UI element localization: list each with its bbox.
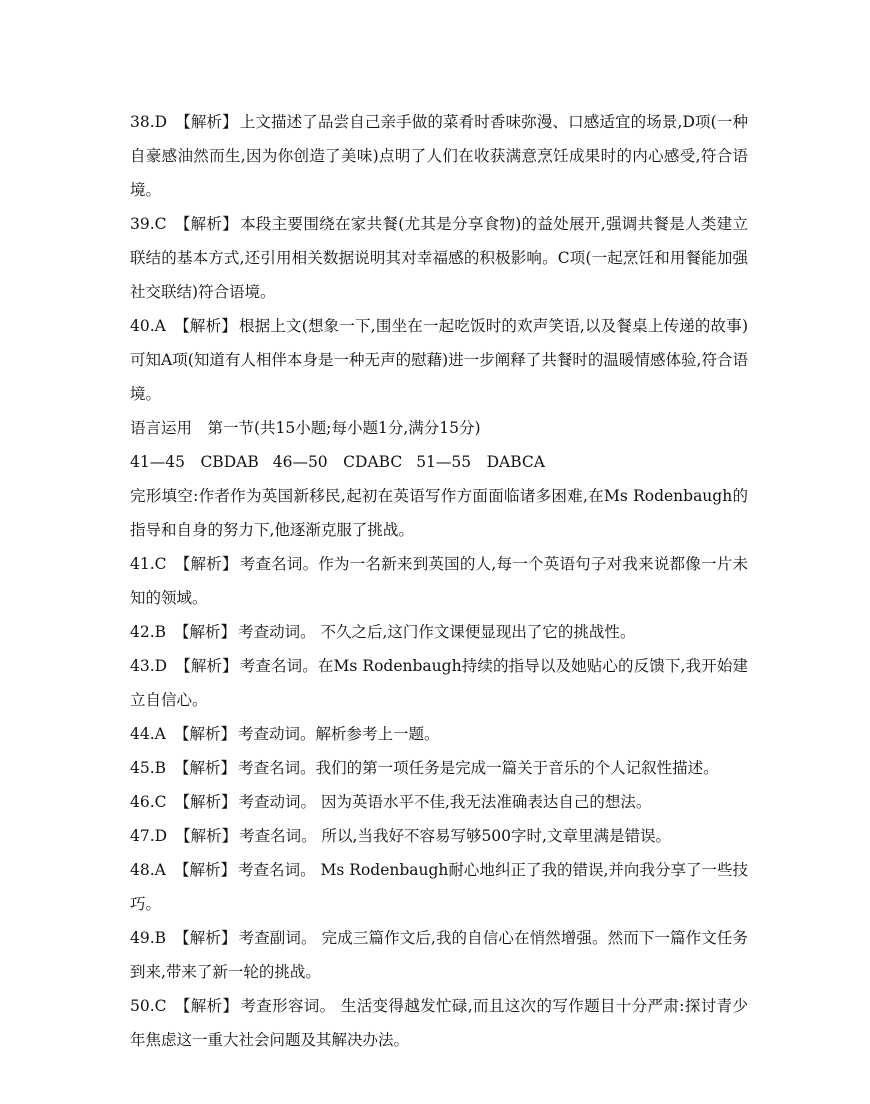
item-number: 50.C [130,997,167,1015]
item-number: 43.D [130,657,168,675]
item-text: 考查名词。 Ms Rodenbaugh耐心地纠正了我的错误,并向我分享了一些技巧。 [130,861,748,913]
analysis-tag: 【解析】 [175,657,238,675]
item-text: 考查动词。 不久之后,这门作文课便显现出了它的挑战性。 [238,623,636,641]
explanation-list-bottom [130,547,748,1057]
item-number: 38.D [130,113,168,131]
explanation-item-43 [130,649,748,717]
answer-group: 51—55 DABCA [416,453,545,471]
section-heading: 语言运用 第一节(共15小题;每小题1分,满分15分) [130,419,481,437]
item-text: 考查动词。 因为英语水平不佳,我无法准确表达自己的想法。 [238,793,652,811]
analysis-tag: 【解析】 [174,997,239,1015]
analysis-tag: 【解析】 [175,827,238,845]
item-text: 根据上文(想象一下,围坐在一起吃饭时的欢声笑语,以及餐桌上传递的故事)可知A项(知道有人相伴本身是一种无声的慰藉)进一步阐释了共餐时的温暖情感体验,符合语境。 [130,317,748,403]
explanation-item-39 [130,207,748,309]
analysis-tag: 【解析】 [174,793,237,811]
answer-group: 41—45 CBDAB [130,453,259,471]
explanation-item-47 [130,819,748,853]
answer-group: 46—50 CDABC [272,453,403,471]
analysis-tag: 【解析】 [174,215,239,233]
explanation-item-45 [130,751,748,785]
explanation-item-48 [130,853,748,921]
item-number: 47.D [130,827,168,845]
analysis-tag: 【解析】 [174,317,237,335]
analysis-tag: 【解析】 [174,861,237,879]
item-number: 45.B [130,759,167,777]
analysis-tag: 【解析】 [174,759,237,777]
explanation-item-44 [130,717,748,751]
explanation-item-41 [130,547,748,615]
analysis-tag: 【解析】 [175,113,238,131]
item-text: 考查名词。我们的第一项任务是完成一篇关于音乐的个人记叙性描述。 [238,759,719,777]
item-text: 上文描述了品尝自己亲手做的菜肴时香味弥漫、口感适宜的场景,D项(一种自豪感油然而生,因为你创造了美味)点明了人们在收获满意烹饪成果时的内心感受,符合语境。 [130,113,748,199]
analysis-tag: 【解析】 [174,725,237,743]
explanation-item-40 [130,309,748,411]
explanation-item-42 [130,615,748,649]
item-text: 考查名词。在Ms Rodenbaugh持续的指导以及她贴心的反馈下,我开始建立自信心。 [130,657,748,709]
item-number: 49.B [130,929,167,947]
item-number: 41.C [130,555,167,573]
explanation-item-49 [130,921,748,989]
answer-key-row [130,445,748,479]
item-number: 40.A [130,317,166,335]
item-number: 46.C [130,793,167,811]
analysis-tag: 【解析】 [174,555,238,573]
analysis-tag: 【解析】 [174,929,237,947]
item-number: 39.C [130,215,167,233]
explanation-item-50 [130,989,748,1057]
item-text: 考查动词。解析参考上一题。 [238,725,440,743]
item-number: 42.B [130,623,167,641]
analysis-tag: 【解析】 [174,623,237,641]
explanation-item-46 [130,785,748,819]
item-text: 本段主要围绕在家共餐(尤其是分享食物)的益处展开,强调共餐是人类建立联结的基本方式,还引用相关数据说明其对幸福感的积极影响。C项(一起烹饪和用餐能加强社交联结)符合语境。 [130,215,748,301]
answer-document [130,105,748,1057]
item-number: 48.A [130,861,166,879]
item-number: 44.A [130,725,166,743]
explanation-item-38 [130,105,748,207]
item-text: 考查副词。 完成三篇作文后,我的自信心在悄然增强。然而下一篇作文任务到来,带来了新一轮的挑战。 [130,929,748,981]
explanation-list-top [130,105,748,411]
cloze-summary: 完形填空:作者作为英国新移民,起初在英语写作方面面临诸多困难,在Ms Rodenbaugh的指导和自身的努力下,他逐渐克服了挑战。 [130,487,748,539]
item-text: 考查名词。 所以,当我好不容易写够500字时,文章里满是错误。 [239,827,671,845]
item-text: 考查名词。作为一名新来到英国的人,每一个英语句子对我来说都像一片未知的领域。 [130,555,748,607]
item-text: 考查形容词。 生活变得越发忙碌,而且这次的写作题目十分严肃:探讨青少年焦虑这一重大社会问题及其解决办法。 [130,997,748,1049]
